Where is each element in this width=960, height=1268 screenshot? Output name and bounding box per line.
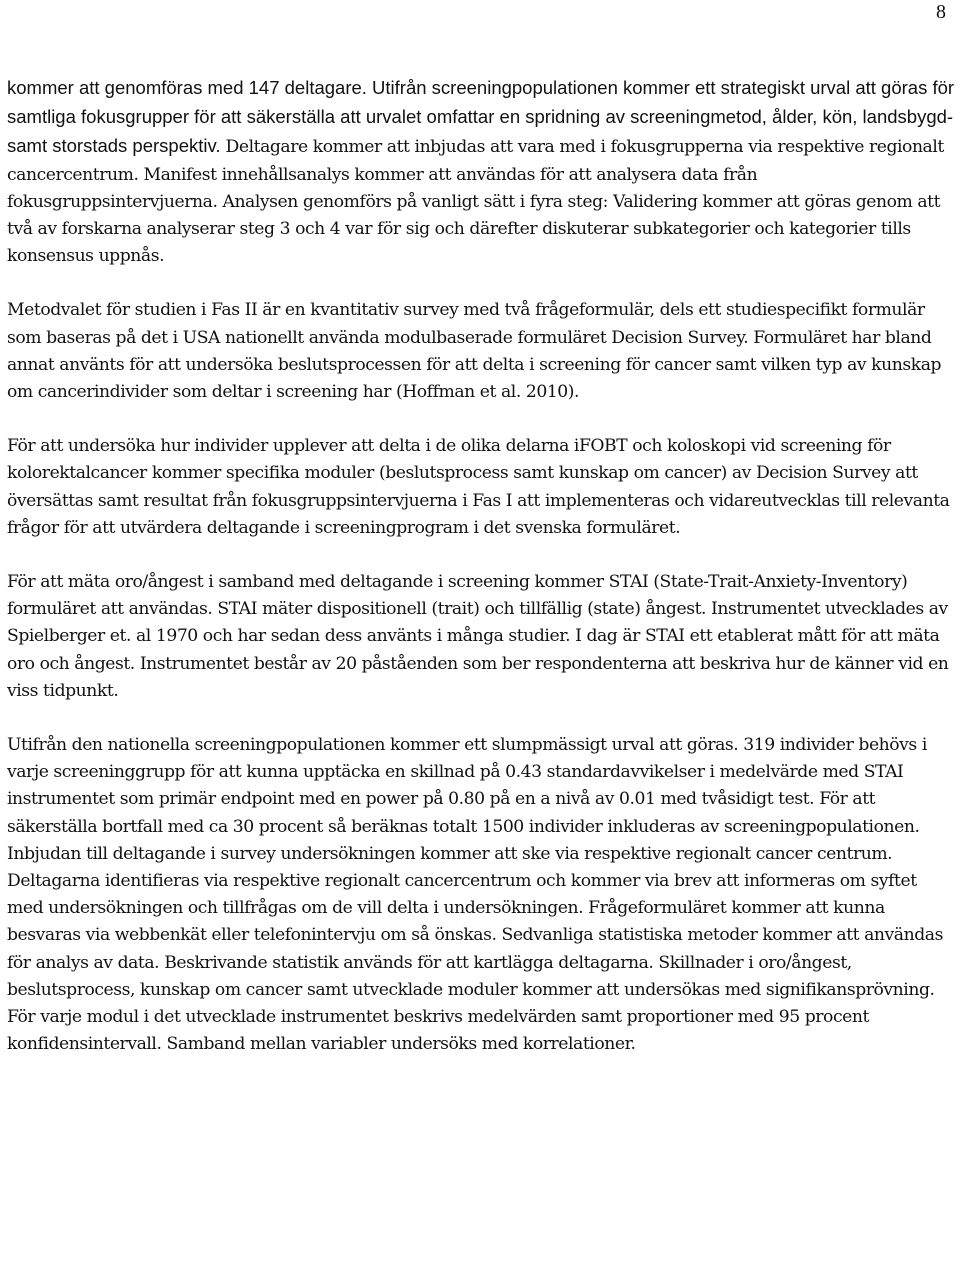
document-body: [7, 74, 955, 1059]
paragraph-segment: Deltagare kommer att inbjudas att vara med i fokusgrupperna via respektive regionalt cancercentrum. Manifest innehållsanalys kommer att användas för att analysera data från fokusgruppsintervjuerna. Analysen genomförs på vanligt sätt i fyra steg: Validering kommer att göras genom att två av forskarna analyserar steg 3 och 4 var för sig och därefter diskuterar subkategorier och kategorier tills konsensus uppnås.: [7, 137, 944, 267]
paragraph-fas1-method: [7, 74, 955, 270]
paragraph-fas2-method: Metodvalet för studien i Fas II är en kvantitativ survey med två frågeformulär, dels ett studiespecifikt formulär som baseras på det i USA nationellt använda modulbaserade formuläret Decision Survey. Formuläret har bland annat använts för att undersöka beslutsprocessen för att delta i screening för cancer samt vilken typ av kunskap om cancerindivider som deltar i screening har (Hoffman et al. 2010).: [7, 300, 942, 403]
paragraph-segment: kommer att genomföras med 147 deltagare. Utifrån screeningpopulationen kommer ett strategiskt urval att göras för samtliga fokusgrupper för att säkerställa att urvalet omfattar en spridning av screeningmetod, ålder, kön, landsbygd- samt storstads perspektiv.: [7, 77, 955, 157]
paragraph-stai: För att mäta oro/ångest i samband med deltagande i screening kommer STAI (State-Trait-Anxiety-Inventory) formuläret att användas. STAI mäter dispositionell (trait) och tillfällig (state) ångest. Instrumentet utvecklades av Spielberger et. al 1970 och har sedan dess använts i många studier. I dag är STAI ett etablerat mått för att mäta oro och ångest. Instrumentet består av 20 påståenden som ber respondenterna att beskriva hur de känner vid en viss tidpunkt.: [7, 572, 949, 701]
page-number: 8: [936, 1, 946, 23]
paragraph-sampling: Utifrån den nationella screeningpopulationen kommer ett slumpmässigt urval att göras. 319 individer behövs i varje screeninggrupp för att kunna upptäcka en skillnad på 0.43 standardavvikelser i medelvärde med STAI instrumentet som primär endpoint med en power på 0.80 på en a nivå av 0.01 med tvåsidigt test. För att säkerställa bortfall med ca 30 procent så beräknas totalt 1500 individer inkluderas av screeningpopulationen. Inbjudan till deltagande i survey undersökningen kommer att ske via respektive regionalt cancer centrum. Deltagarna identifieras via respektive regionalt cancercentrum och kommer via brev att informeras om syftet med undersökningen och tillfrågas om de vill delta i undersökningen. Frågeformuläret kommer att kunna besvaras via webbenkät eller telefonintervju om så önskas. Sedvanliga statistiska metoder kommer att användas för analys av data. Beskrivande statistik används för att kartlägga deltagarna. Skillnader i oro/ångest, beslutsprocess, kunskap om cancer samt utvecklade moduler kommer att undersökas med signifikansprövning. För varje modul i det utvecklade instrumentet beskrivs medelvärden samt proportioner med 95 procent konfidensintervall. Samband mellan variabler undersöks med korrelationer.: [7, 735, 943, 1055]
paragraph-decision-survey: För att undersöka hur individer upplever att delta i de olika delarna iFOBT och koloskopi vid screening för kolorektalcancer kommer specifika moduler (beslutsprocess samt kunskap om cancer) av Decision Survey att översättas samt resultat från fokusgruppsintervjuerna i Fas I att implementeras och vidareutvecklas till relevanta frågor för att utvärdera deltagande i screeningprogram i det svenska formuläret.: [7, 436, 950, 538]
